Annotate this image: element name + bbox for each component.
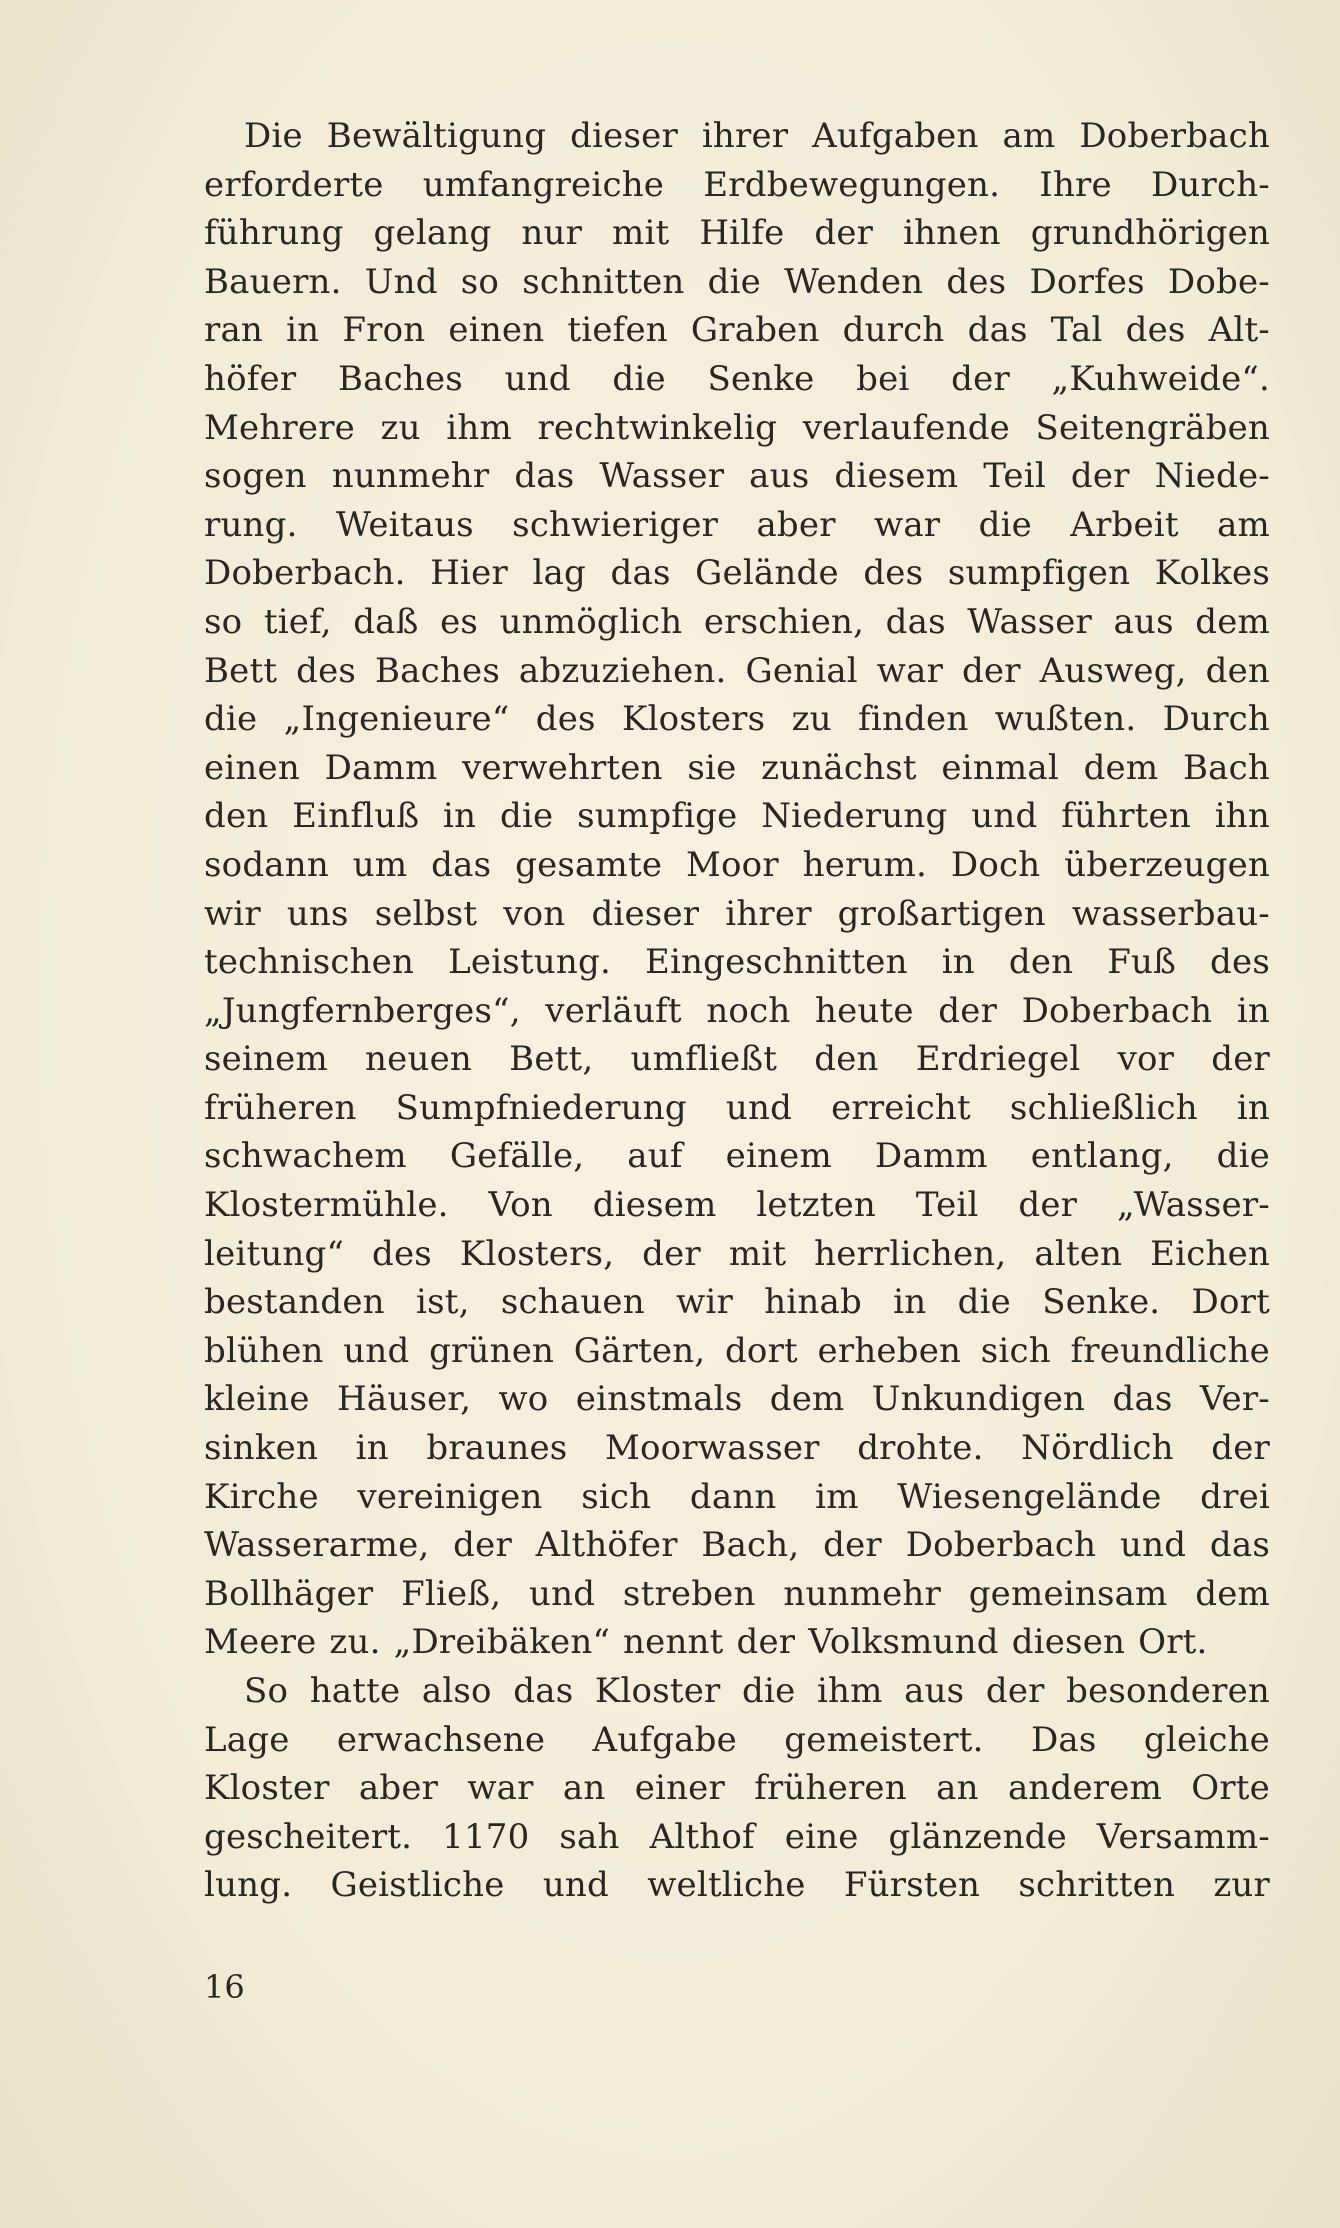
text-line: Meere zu. „Dreibäken“ nennt der Volksmund diesen Ort. xyxy=(204,1622,1208,1663)
text-line: erforderte umfangreiche Erdbewegungen. Ihre Durch- xyxy=(204,164,1270,205)
text-line: wir uns selbst von dieser ihrer großartigen wasserbau- xyxy=(204,893,1270,934)
text-line: Doberbach. Hier lag das Gelände des sumpfigen Kolkes xyxy=(204,553,1270,594)
text-line: führung gelang nur mit Hilfe der ihnen grundhörigen xyxy=(204,213,1270,254)
text-line: den Einfluß in die sumpfige Niederung und führten ihn xyxy=(204,796,1270,837)
text-line: Bollhäger Fließ, und streben nunmehr gemeinsam dem xyxy=(204,1573,1270,1614)
text-line: Mehrere zu ihm rechtwinkelig verlaufende Seitengräben xyxy=(204,407,1270,448)
text-line: Klostermühle. Von diesem letzten Teil der „Wasser- xyxy=(204,1185,1270,1226)
text-line: sinken in braunes Moorwasser drohte. Nördlich der xyxy=(204,1428,1270,1469)
text-line: sogen nunmehr das Wasser aus diesem Teil der Niede- xyxy=(204,456,1270,497)
text-line: So hatte also das Kloster die ihm aus der besonderen xyxy=(244,1671,1270,1711)
text-line: gescheitert. 1170 sah Althof eine glänzende Versamm- xyxy=(204,1816,1270,1857)
text-line: Lage erwachsene Aufgabe gemeistert. Das gleiche xyxy=(204,1719,1270,1760)
text-line: bestanden ist, schauen wir hinab in die Senke. Dort xyxy=(204,1282,1270,1323)
text-line: ran in Fron einen tiefen Graben durch das Tal des Alt- xyxy=(204,310,1270,351)
text-line: blühen und grünen Gärten, dort erheben sich freundliche xyxy=(204,1330,1270,1371)
text-line: schwachem Gefälle, auf einem Damm entlang, die xyxy=(204,1136,1270,1177)
text-line: Die Bewältigung dieser ihrer Aufgaben am Doberbach xyxy=(244,116,1270,156)
text-line: Wasserarme, der Althöfer Bach, der Doberbach und das xyxy=(204,1525,1270,1566)
text-line: höfer Baches und die Senke bei der „Kuhweide“. xyxy=(204,358,1270,399)
text-line: Kloster aber war an einer früheren an anderem Orte xyxy=(204,1768,1270,1809)
body-text xyxy=(204,112,1270,1910)
text-line: Kirche vereinigen sich dann im Wiesengelände drei xyxy=(204,1476,1270,1517)
text-line: einen Damm verwehrten sie zunächst einmal dem Bach xyxy=(204,747,1270,788)
text-line: Bett des Baches abzuziehen. Genial war der Ausweg, den xyxy=(204,650,1270,691)
text-line: seinem neuen Bett, umfließt den Erdriegel vor der xyxy=(204,1039,1270,1080)
page-number: 16 xyxy=(204,1968,245,2006)
text-line: rung. Weitaus schwieriger aber war die Arbeit am xyxy=(204,504,1270,545)
text-line: „Jungfernberges“, verläuft noch heute der Doberbach in xyxy=(204,990,1270,1031)
text-line: die „Ingenieure“ des Klosters zu finden wußten. Durch xyxy=(204,699,1270,740)
text-line: Bauern. Und so schnitten die Wenden des Dorfes Dobe- xyxy=(204,261,1270,302)
text-line: technischen Leistung. Eingeschnitten in den Fuß des xyxy=(204,942,1270,983)
text-line: so tief, daß es unmöglich erschien, das Wasser aus dem xyxy=(204,601,1270,642)
text-line: lung. Geistliche und weltliche Fürsten schritten zur xyxy=(204,1865,1270,1906)
text-line: kleine Häuser, wo einstmals dem Unkundigen das Ver- xyxy=(204,1379,1270,1420)
text-line: früheren Sumpfniederung und erreicht schließlich in xyxy=(204,1087,1270,1128)
text-line: sodann um das gesamte Moor herum. Doch überzeugen xyxy=(204,844,1270,885)
text-line: leitung“ des Klosters, der mit herrlichen, alten Eichen xyxy=(204,1233,1270,1274)
